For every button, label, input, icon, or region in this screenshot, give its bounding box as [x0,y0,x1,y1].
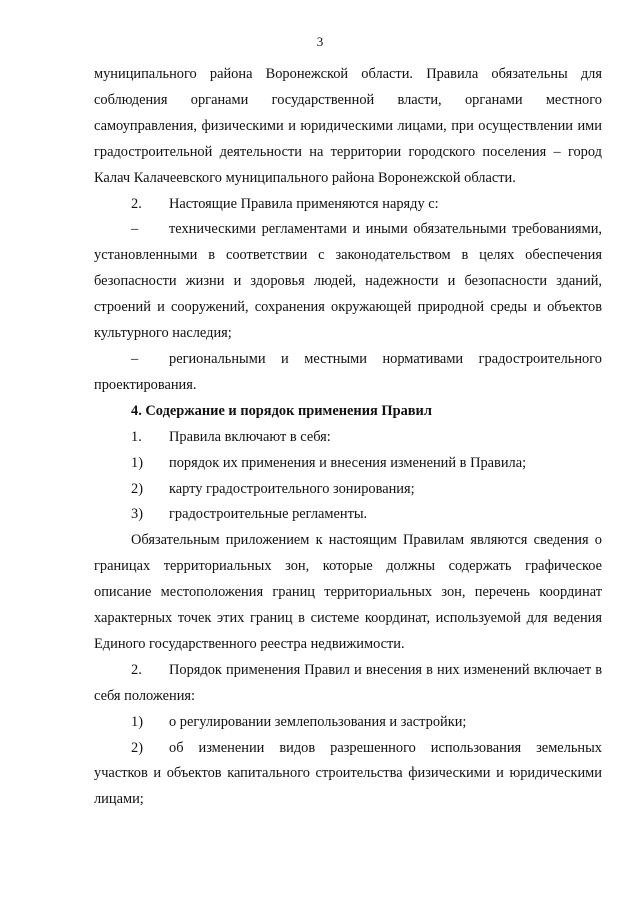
item-text: Правила включают в себя: [169,428,331,445]
list-number: 1) [131,713,143,730]
paragraph-appendix: Обязательным приложением к настоящим Правилам являются сведения о границах территориальных зон, которые должны содержать графическое описание местоположения границ территориальных зон, перечень координат характерных точек этих границ в системе координат, используемой для ведения Единого государственного реестра недвижимости. [94,532,602,652]
section-heading: 4. Содержание и порядок применения Правил [131,402,432,419]
list-item-2 [94,477,602,503]
item-number: 1. [131,428,142,445]
dash-marker: – [131,221,139,238]
item-number: 2. [131,661,142,678]
list-item-text: о регулировании землепользования и застройки; [169,713,467,730]
paragraph-item-2 [94,192,602,218]
list-item-text: градостроительные регламенты. [169,506,368,523]
dash-marker: – [131,350,139,367]
page-number: 3 [316,34,324,49]
list-item-text: об изменении видов разрешенного использования земельных участков и объектов капитального строительства физическими и юридическими лицами; [94,739,602,808]
paragraph-intro: муниципального района Воронежской области. Правила обязательны для соблюдения органами государственной власти, органами местного самоуправления, физическими и юридическими лицами, при осуществлении ими градостроительной деятельности на территории городского поселения – город Калач Калачеевского муниципального района Воронежской области. [94,66,602,186]
dash-item-text: техническими регламентами и иными обязательными требованиями, установленными в соответствии с законодательством в целях обеспечения безопасности жизни и здоровья людей, надежности и безопасности зданий, строений и сооружений, сохранения окружающей природной среды и объектов культурного наследия; [94,221,602,342]
paragraph-item-2-procedure [94,658,602,710]
dash-item-text: региональными и местными нормативами градостроительного проектирования. [94,350,602,393]
dash-item-regulations [94,217,602,347]
list-number: 2) [131,480,143,497]
list-number: 3) [131,506,143,523]
list-item-procedure-2 [94,736,602,814]
list-number: 2) [131,739,143,756]
list-item-3 [94,502,602,528]
dash-item-norms [94,347,602,399]
list-item-1 [94,451,602,477]
item-number: 2. [131,195,142,212]
list-item-text: порядок их применения и внесения изменений в Правила; [169,454,527,471]
list-item-text: карту градостроительного зонирования; [169,480,415,497]
item-text: Порядок применения Правил и внесения в них изменений включает в себя положения: [94,661,602,704]
document-body [94,62,602,813]
paragraph-item-1 [94,425,602,451]
item-text: Настоящие Правила применяются наряду с: [169,195,439,212]
list-number: 1) [131,454,143,471]
list-item-procedure-1 [94,710,602,736]
